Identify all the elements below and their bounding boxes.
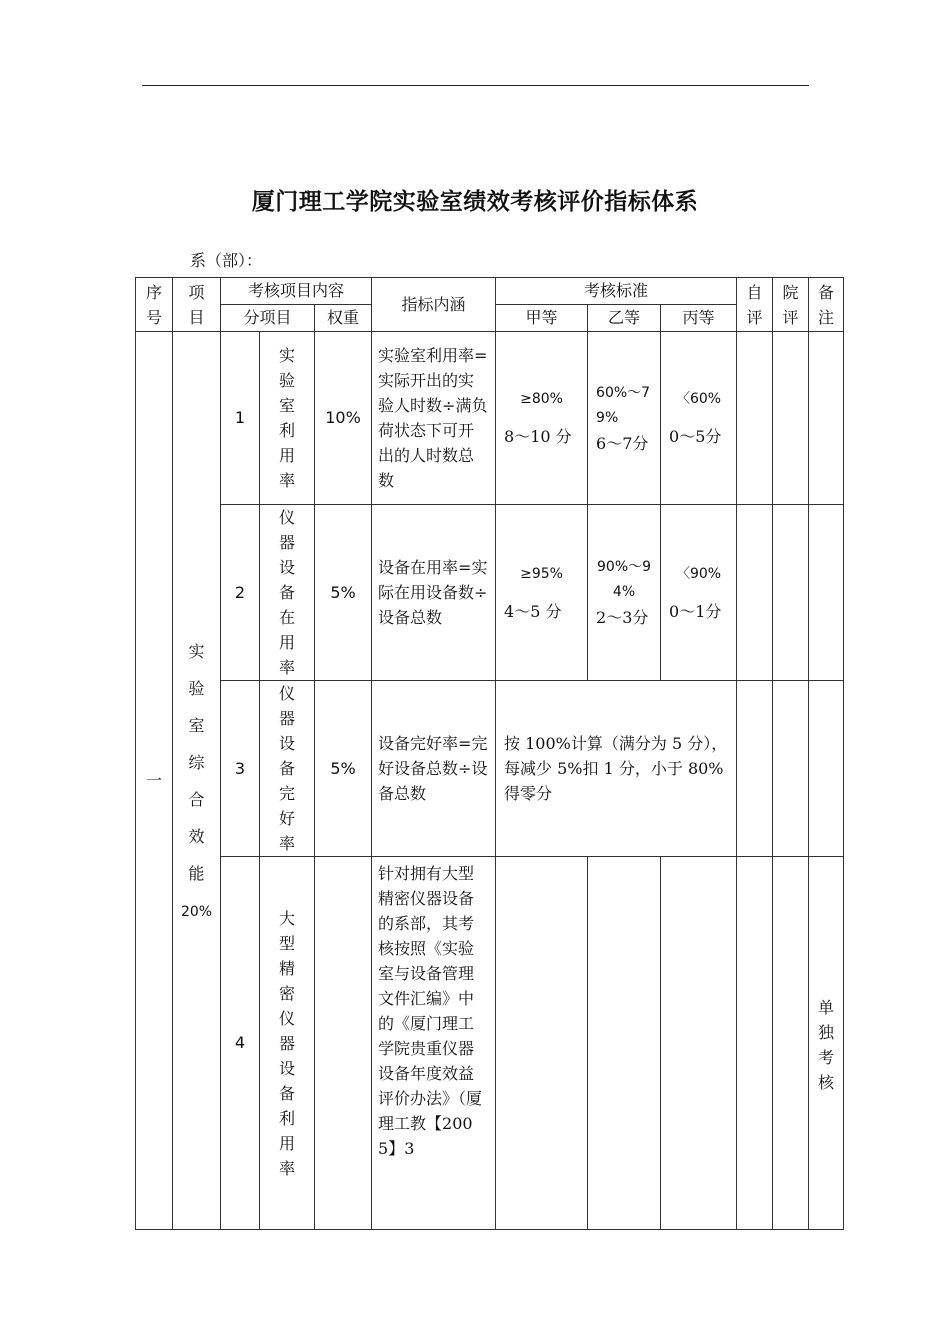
grade-b-cell bbox=[588, 332, 661, 505]
grade-a-cell bbox=[496, 857, 588, 1230]
header-remark: 备注 bbox=[809, 278, 844, 332]
row-weight: 10% bbox=[315, 332, 372, 505]
table-row bbox=[136, 505, 844, 681]
grade-a-score: 4～5 分 bbox=[504, 601, 562, 621]
section-item: 实验室综合效能 20% bbox=[173, 332, 221, 1230]
header-college-eval: 院评 bbox=[773, 278, 809, 332]
indicator-text: 实验室利用率=实际开出的实验人时数÷满负荷状态下可开出的人时数总数 bbox=[372, 332, 496, 505]
grade-a-cell bbox=[496, 332, 588, 505]
header-self-eval: 自评 bbox=[737, 278, 773, 332]
grade-c-score: 0～5分 bbox=[669, 427, 722, 446]
college-eval-cell[interactable] bbox=[773, 681, 809, 857]
sub-item-name: 实验室利用率 bbox=[260, 332, 315, 505]
row-weight: 5% bbox=[315, 681, 372, 857]
self-eval-cell[interactable] bbox=[737, 857, 773, 1230]
grade-b-cell bbox=[588, 505, 661, 681]
header-grade-b: 乙等 bbox=[588, 305, 661, 332]
grade-c-threshold: 〈90% bbox=[675, 565, 722, 582]
indicator-text: 针对拥有大型精密仪器设备的系部，其考核按照《实验室与设备管理文件汇编》中的《厦门理工学院贵重仪器设备年度效益评价办法》（厦理工教【2005】3 bbox=[372, 857, 496, 1230]
header-content-group: 考核项目内容 bbox=[221, 278, 372, 305]
college-eval-cell[interactable] bbox=[773, 332, 809, 505]
remark-cell bbox=[809, 681, 844, 857]
header-grade-a: 甲等 bbox=[496, 305, 588, 332]
header-item: 项目 bbox=[173, 278, 221, 332]
sub-item-name: 大型精密仪器设备利用率 bbox=[260, 857, 315, 1230]
self-eval-cell[interactable] bbox=[737, 332, 773, 505]
header-grade-c: 丙等 bbox=[661, 305, 737, 332]
grade-b-score: 6～7分 bbox=[596, 433, 649, 453]
grade-c-cell bbox=[661, 857, 737, 1230]
grade-c-score: 0～1分 bbox=[669, 601, 722, 621]
table-row bbox=[136, 857, 844, 1230]
self-eval-cell[interactable] bbox=[737, 505, 773, 681]
evaluation-table bbox=[135, 277, 844, 1230]
grade-a-cell bbox=[496, 505, 588, 681]
grade-a-threshold: ≥95% bbox=[520, 565, 563, 582]
grade-c-cell bbox=[661, 332, 737, 505]
header-standard-group: 考核标准 bbox=[496, 278, 737, 305]
sub-item-name: 仪器设备完好率 bbox=[260, 681, 315, 857]
self-eval-cell[interactable] bbox=[737, 681, 773, 857]
header-seq: 序号 bbox=[136, 278, 173, 332]
college-eval-cell[interactable] bbox=[773, 857, 809, 1230]
row-weight bbox=[315, 857, 372, 1230]
header-sub-item: 分项目 bbox=[221, 305, 315, 332]
table-row bbox=[136, 332, 844, 505]
college-eval-cell[interactable] bbox=[773, 505, 809, 681]
header-weight: 权重 bbox=[315, 305, 372, 332]
indicator-text: 设备在用率=实际在用设备数÷设备总数 bbox=[372, 505, 496, 681]
row-number: 2 bbox=[221, 505, 260, 681]
department-label: 系（部）： bbox=[190, 251, 263, 270]
row-weight: 5% bbox=[315, 505, 372, 681]
grade-a-score: 8～10 分 bbox=[504, 427, 572, 446]
grade-b-score: 2～3分 bbox=[596, 608, 649, 627]
row-number: 4 bbox=[221, 857, 260, 1230]
grade-b-threshold: 90%～94% bbox=[597, 559, 652, 600]
remark-cell bbox=[809, 505, 844, 681]
grade-c-cell bbox=[661, 505, 737, 681]
table-row bbox=[136, 681, 844, 857]
header-rule bbox=[142, 85, 809, 86]
remark-cell: 单独考核 bbox=[809, 857, 844, 1230]
grade-a-threshold: ≥80% bbox=[520, 391, 563, 407]
row-number: 1 bbox=[221, 332, 260, 505]
grade-b-cell bbox=[588, 857, 661, 1230]
header-indicator: 指标内涵 bbox=[372, 278, 496, 332]
remark-cell bbox=[809, 332, 844, 505]
section-seq: 一 bbox=[136, 332, 173, 1230]
sub-item-name: 仪器设备在用率 bbox=[260, 505, 315, 681]
grade-b-threshold: 60%～79% bbox=[596, 384, 651, 426]
row-number: 3 bbox=[221, 681, 260, 857]
page-title: 厦门理工学院实验室绩效考核评价指标体系 bbox=[251, 189, 699, 215]
indicator-text: 设备完好率=完好设备总数÷设备总数 bbox=[372, 681, 496, 857]
section-item-weight: 20% bbox=[180, 903, 213, 920]
standard-merged-text: 按 100%计算（满分为 5 分），每减少 5%扣 1 分，小于 80%得零分 bbox=[496, 681, 737, 857]
grade-c-threshold: 〈60% bbox=[675, 391, 722, 407]
